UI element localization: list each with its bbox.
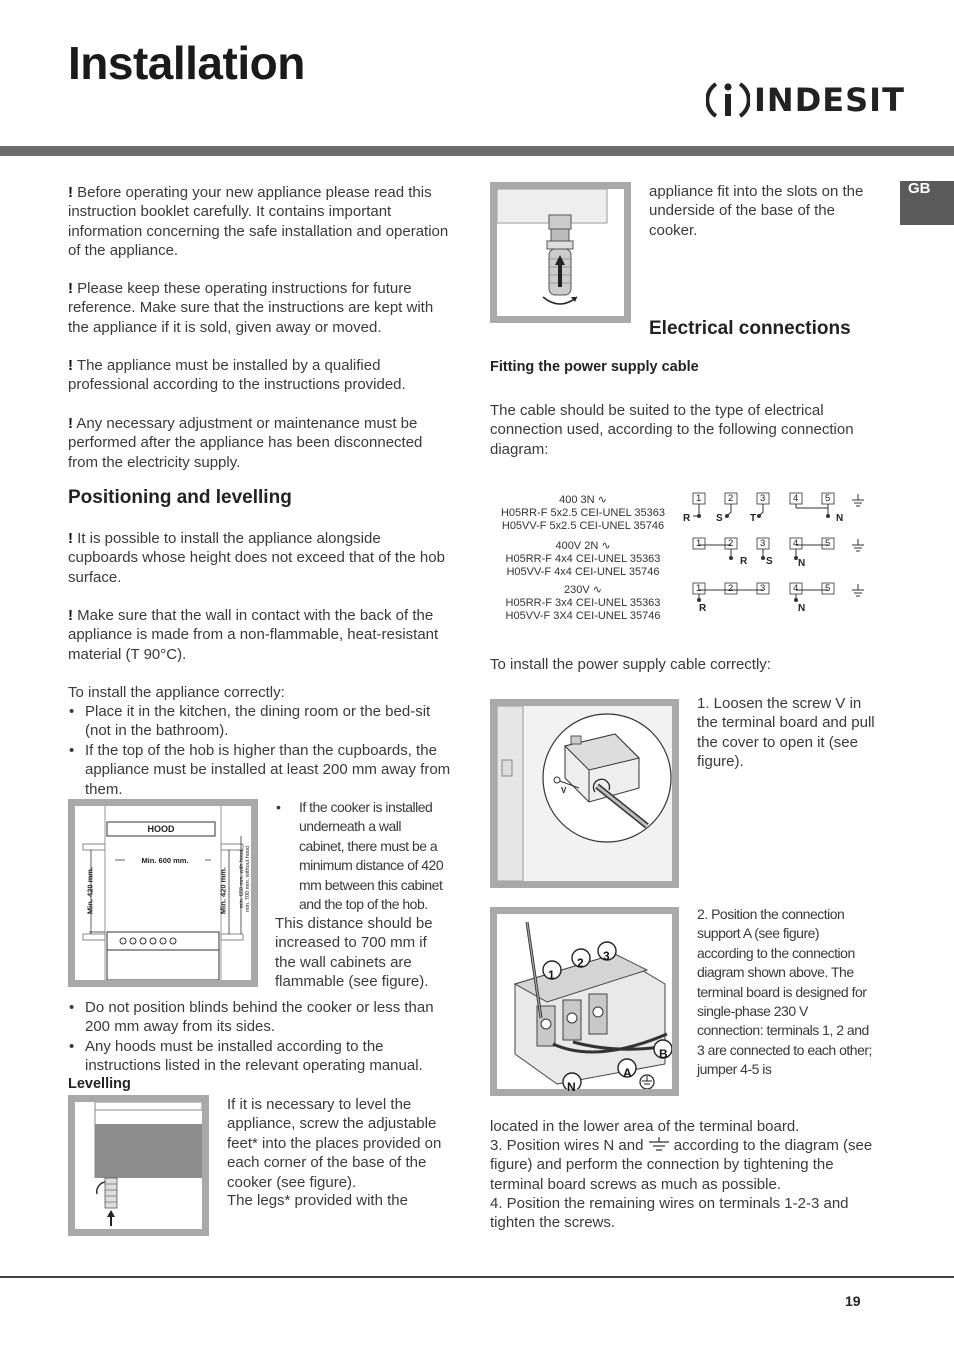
- fig2-label-b: B: [659, 1047, 668, 1061]
- install-cable-text: To install the power supply cable correctly:: [490, 656, 771, 673]
- levelling-figure: [68, 1095, 209, 1236]
- page-title: Installation: [68, 37, 305, 89]
- positioning-heading: Positioning and levelling: [68, 487, 292, 508]
- fig2-label-1: 1: [548, 968, 555, 982]
- electrical-heading: Electrical connections: [649, 318, 851, 339]
- safety-note-1: ! Before operating your new appliance please read this instruction booklet carefully. It contains important information concerning the safe installation and operation of the appliance.: [68, 184, 449, 260]
- blinds-bullets: [68, 998, 453, 1076]
- safety-note-3: ! The appliance must be installed by a qualified professional according to the instructions provided.: [68, 357, 406, 394]
- step-2-continued: located in the lower area of the terminal board.: [490, 1118, 800, 1135]
- brand-logo: [706, 78, 905, 122]
- list-item: • If the top of the hob is higher than the cupboards, the appliance must be installed at least 200 mm away from them.: [68, 741, 453, 799]
- foot-slot-figure: [490, 182, 631, 323]
- ac-wave-icon: ∿: [592, 584, 602, 596]
- step-2-text: 2. Position the connection support A (see figure) according to the connection diagram shown above. The terminal board is designed for single-phase 230 V connection: terminals 1, 2 and 3 are connected to each other; jumper 4-5 is: [697, 906, 872, 1078]
- levelling-heading: Levelling: [68, 1076, 131, 1092]
- min-420-left-label: Min. 420 mm.: [85, 866, 95, 915]
- ac-wave-icon: ∿: [597, 494, 607, 506]
- safety-note-2: ! Please keep these operating instructions for future reference. Make sure that the instructions are kept with the appliance if it is sold, given away or moved.: [68, 280, 434, 336]
- list-item: • Place it in the kitchen, the dining room or the bed-sit (not in the bathroom).: [68, 702, 453, 741]
- terminal-wiring-icon: [688, 537, 878, 577]
- hood-label: HOOD: [147, 824, 175, 834]
- list-item: • If the cooker is installed underneath a wall cabinet, there must be a minimum distance of 420 mm between this cabinet and the top of the hob.: [275, 798, 447, 914]
- foot-insert-icon: [497, 189, 624, 316]
- connection-row-400-3n: 400 3N ∿ H05RR-F 5x2.5 CEI-UNEL 35363 H05VV-F 5x2.5 CEI-UNEL 35746: [500, 494, 666, 532]
- cable-text: The cable should be suited to the type of electrical connection used, according to the following connection diagram:: [490, 402, 854, 458]
- min-420-right-label: Min. 420 mm.: [218, 866, 228, 915]
- ac-wave-icon: ∿: [601, 540, 611, 552]
- safety-note-4: ! Any necessary adjustment or maintenance must be performed after the appliance has been disconnected from the electricity supply.: [68, 415, 423, 471]
- list-item: • Do not position blinds behind the cooker or less than 200 mm away from its sides.: [68, 998, 453, 1037]
- hood-clearance-figure: [68, 799, 258, 987]
- step-1-text: 1. Loosen the screw V in the terminal board and pull the cover to open it (see figure).: [697, 695, 875, 771]
- fig2-label-3: 3: [603, 949, 610, 963]
- min-650-label: min. 650 mm. with hood: [239, 849, 245, 909]
- fitting-heading: Fitting the power supply cable: [490, 359, 699, 375]
- legs-text: The legs* provided with the: [227, 1192, 408, 1209]
- step-3-text: 3. Position wires N and according to the diagram (see figure) and perform the connection by tightening the terminal board screws as much as possible.: [490, 1137, 873, 1193]
- terminal-board-icon: [497, 706, 672, 881]
- language-tab: GB: [900, 181, 954, 225]
- cabinet-bullet: [275, 798, 447, 914]
- min-700-label: min. 700 mm. without hood: [245, 845, 251, 913]
- indesit-i-logo-icon: [706, 78, 750, 122]
- terminal-wiring-icon: [688, 582, 878, 622]
- terminal-block-2: [688, 537, 878, 582]
- positioning-note-1: ! It is possible to install the appliance alongside cupboards whose height does not exceed that of the hob surface.: [68, 530, 445, 586]
- list-item: • Any hoods must be installed according to the instructions listed in the relevant operating manual.: [68, 1037, 453, 1076]
- terminal-board-figure-2: [490, 907, 679, 1096]
- min-600-label: Min. 600 mm.: [125, 856, 205, 865]
- fig2-label-a: A: [623, 1066, 632, 1080]
- terminal-block-3: [688, 582, 878, 627]
- install-intro: To install the appliance correctly:: [68, 684, 285, 701]
- connection-diagram: 400 3N ∿ H05RR-F 5x2.5 CEI-UNEL 35363 H05VV-F 5x2.5 CEI-UNEL 35746 400V 2N ∿ H05RR-F 4x4 CEI-UNEL 35363 H05VV-F 4x4 CEI-UNEL 35746 230V ∿ H05RR-F 3x4 CEI-UNEL 35363 H05VV-F 3X4 CEI-UNEL 35746 1 2 3 4 5 1 2 3 4 5 1 2 3 4 5 R S T N R S N R N: [488, 492, 878, 627]
- terminal-wiring-icon: [688, 492, 878, 532]
- fig2-label-2: 2: [577, 956, 584, 970]
- step-4-text: 4. Position the remaining wires on terminals 1-2-3 and tighten the screws.: [490, 1195, 849, 1232]
- footer-divider: [0, 1276, 954, 1278]
- install-bullets: [68, 702, 453, 799]
- header-divider: [0, 146, 954, 156]
- ground-symbol-icon: [648, 1137, 670, 1151]
- terminal-board-figure-1: [490, 699, 679, 888]
- connection-row-230v: 230V ∿ H05RR-F 3x4 CEI-UNEL 35363 H05VV-F 3X4 CEI-UNEL 35746: [505, 584, 661, 622]
- legs-continuation-text: appliance fit into the slots on the underside of the base of the cooker.: [649, 183, 864, 239]
- cabinet-text: This distance should be increased to 700 mm if the wall cabinets are flammable (see figure).: [275, 915, 433, 991]
- connection-row-400v-2n: 400V 2N ∿ H05RR-F 4x4 CEI-UNEL 35363 H05VV-F 4x4 CEI-UNEL 35746: [505, 540, 661, 578]
- cooker-foot-icon: [75, 1102, 202, 1229]
- connection-support-icon: [497, 914, 672, 1089]
- brand-name: INDESIT: [754, 81, 905, 119]
- screw-v-label: V: [561, 786, 567, 795]
- page-number: 19: [845, 1293, 861, 1309]
- fig2-label-n: N: [567, 1080, 576, 1094]
- positioning-note-2: ! Make sure that the wall in contact with the back of the appliance is made from a non-flammable, heat-resistant material (T 90°C).: [68, 607, 439, 663]
- levelling-text: If it is necessary to level the appliance, screw the adjustable feet* into the places provided on each corner of the base of the cooker (see figure).: [227, 1096, 442, 1191]
